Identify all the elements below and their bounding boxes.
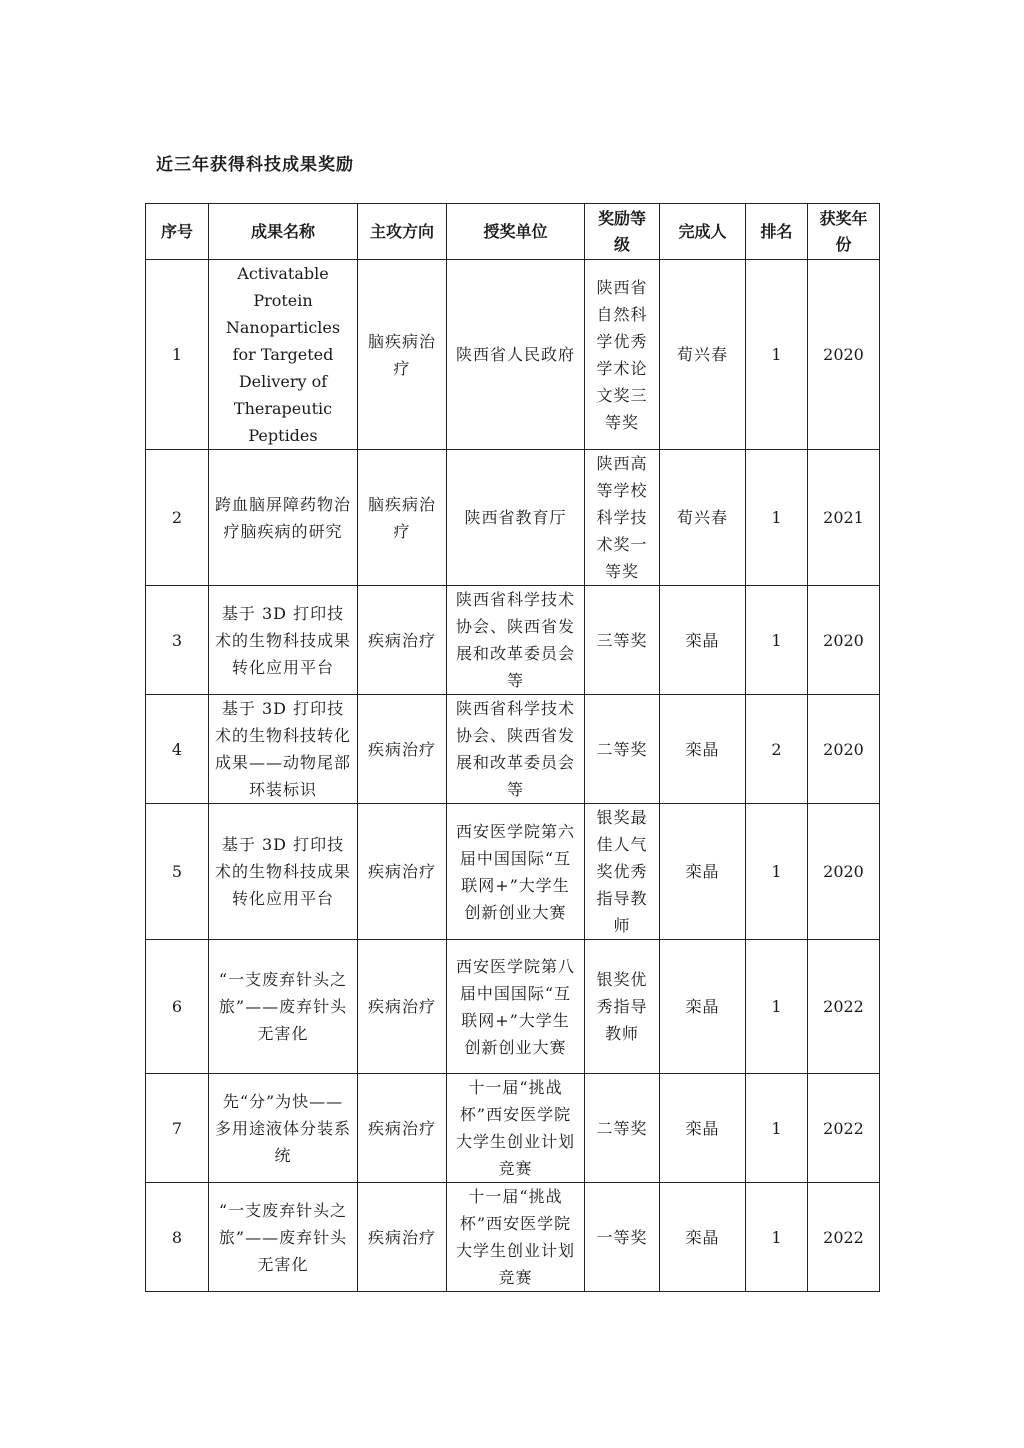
cell-rank: 1 xyxy=(746,804,808,940)
table-row xyxy=(146,695,880,804)
cell-name: 跨血脑屏障药物治疗脑疾病的研究 xyxy=(209,450,358,586)
cell-name: “一支废弃针头之旅”——废弃针头无害化 xyxy=(209,940,358,1074)
cell-person: 栾晶 xyxy=(660,586,746,695)
cell-unit: 西安医学院第六届中国国际“互联网+”大学生创新创业大赛 xyxy=(447,804,585,940)
cell-no: 2 xyxy=(146,450,209,586)
col-header-unit: 授奖单位 xyxy=(447,204,585,260)
cell-rank: 1 xyxy=(746,940,808,1074)
cell-level: 银奖最佳人气奖优秀指导教师 xyxy=(585,804,660,940)
cell-person: 栾晶 xyxy=(660,695,746,804)
col-header-direction: 主攻方向 xyxy=(358,204,447,260)
cell-direction: 脑疾病治疗 xyxy=(358,260,447,450)
table-row xyxy=(146,1074,880,1183)
cell-level: 一等奖 xyxy=(585,1183,660,1292)
awards-table xyxy=(145,203,880,1292)
cell-no: 6 xyxy=(146,940,209,1074)
cell-rank: 1 xyxy=(746,586,808,695)
header-row xyxy=(146,204,880,260)
cell-person: 栾晶 xyxy=(660,804,746,940)
cell-no: 4 xyxy=(146,695,209,804)
cell-year: 2022 xyxy=(808,1074,880,1183)
cell-name: 基于 3D 打印技术的生物科技成果转化应用平台 xyxy=(209,586,358,695)
cell-direction: 脑疾病治疗 xyxy=(358,450,447,586)
cell-level: 陕西高等学校科学技术奖一等奖 xyxy=(585,450,660,586)
cell-direction: 疾病治疗 xyxy=(358,695,447,804)
cell-unit: 陕西省科学技术协会、陕西省发展和改革委员会等 xyxy=(447,695,585,804)
cell-rank: 2 xyxy=(746,695,808,804)
table-row xyxy=(146,450,880,586)
cell-name: “一支废弃针头之旅”——废弃针头无害化 xyxy=(209,1183,358,1292)
cell-level: 二等奖 xyxy=(585,1074,660,1183)
cell-person: 栾晶 xyxy=(660,1183,746,1292)
table-row xyxy=(146,804,880,940)
cell-person: 栾晶 xyxy=(660,940,746,1074)
table-row xyxy=(146,1183,880,1292)
cell-name: 基于 3D 打印技术的生物科技转化成果——动物尾部环装标识 xyxy=(209,695,358,804)
cell-direction: 疾病治疗 xyxy=(358,1074,447,1183)
table-row xyxy=(146,260,880,450)
cell-direction: 疾病治疗 xyxy=(358,940,447,1074)
col-header-level: 奖励等级 xyxy=(585,204,660,260)
table-row xyxy=(146,940,880,1074)
cell-level: 三等奖 xyxy=(585,586,660,695)
cell-name: Activatable Protein Nanoparticles for Targeted Delivery of Therapeutic Peptides xyxy=(209,260,358,450)
cell-name: 基于 3D 打印技术的生物科技成果转化应用平台 xyxy=(209,804,358,940)
cell-name: 先“分”为快——多用途液体分装系统 xyxy=(209,1074,358,1183)
cell-direction: 疾病治疗 xyxy=(358,804,447,940)
col-header-no: 序号 xyxy=(146,204,209,260)
col-header-name: 成果名称 xyxy=(209,204,358,260)
cell-rank: 1 xyxy=(746,450,808,586)
cell-year: 2020 xyxy=(808,695,880,804)
cell-year: 2021 xyxy=(808,450,880,586)
section-heading: 近三年获得科技成果奖励 xyxy=(156,155,354,175)
cell-rank: 1 xyxy=(746,1183,808,1292)
cell-no: 7 xyxy=(146,1074,209,1183)
cell-level: 银奖优秀指导教师 xyxy=(585,940,660,1074)
cell-unit: 陕西省人民政府 xyxy=(447,260,585,450)
table-row xyxy=(146,586,880,695)
cell-rank: 1 xyxy=(746,260,808,450)
cell-person: 荀兴春 xyxy=(660,450,746,586)
cell-level: 陕西省自然科学优秀学术论文奖三等奖 xyxy=(585,260,660,450)
cell-unit: 十一届“挑战杯”西安医学院大学生创业计划竞赛 xyxy=(447,1183,585,1292)
cell-unit: 西安医学院第八届中国国际“互联网+”大学生创新创业大赛 xyxy=(447,940,585,1074)
cell-rank: 1 xyxy=(746,1074,808,1183)
cell-unit: 陕西省科学技术协会、陕西省发展和改革委员会等 xyxy=(447,586,585,695)
cell-person: 栾晶 xyxy=(660,1074,746,1183)
cell-no: 3 xyxy=(146,586,209,695)
cell-year: 2020 xyxy=(808,586,880,695)
cell-no: 8 xyxy=(146,1183,209,1292)
cell-year: 2022 xyxy=(808,940,880,1074)
cell-year: 2020 xyxy=(808,260,880,450)
cell-person: 荀兴春 xyxy=(660,260,746,450)
cell-no: 1 xyxy=(146,260,209,450)
cell-year: 2020 xyxy=(808,804,880,940)
cell-direction: 疾病治疗 xyxy=(358,586,447,695)
cell-direction: 疾病治疗 xyxy=(358,1183,447,1292)
col-header-rank: 排名 xyxy=(746,204,808,260)
cell-no: 5 xyxy=(146,804,209,940)
col-header-person: 完成人 xyxy=(660,204,746,260)
cell-unit: 十一届“挑战杯”西安医学院大学生创业计划竞赛 xyxy=(447,1074,585,1183)
cell-unit: 陕西省教育厅 xyxy=(447,450,585,586)
cell-year: 2022 xyxy=(808,1183,880,1292)
col-header-year: 获奖年份 xyxy=(808,204,880,260)
cell-level: 二等奖 xyxy=(585,695,660,804)
